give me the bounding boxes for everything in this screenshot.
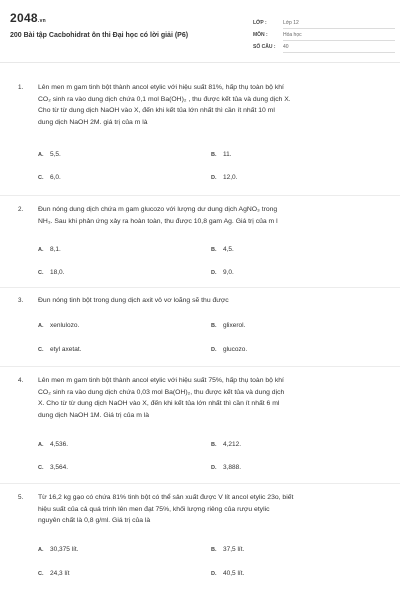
meta-count-value: 40 (283, 44, 395, 53)
stem-line: CO₂ sinh ra vào dung dịch chứa 0,03 mol Ba(OH)₂, thu được kết tủa và dung dịch (38, 388, 285, 396)
question-number: 4. (18, 377, 24, 384)
page-title: 200 Bài tập Cacbohidrat ôn thi Đại học có lời giải (P6) (10, 32, 189, 39)
option-c[interactable] (38, 464, 68, 471)
option-letter: D. (211, 347, 217, 353)
question-number: 2. (18, 206, 24, 213)
stem-line: Cho từ từ dung dịch NaOH vào X, đến khi kết tủa lớn nhất thì cần ít nhất 10 ml (38, 107, 275, 114)
option-letter: B. (211, 323, 217, 329)
option-letter: C. (38, 465, 44, 471)
option-b[interactable] (211, 246, 234, 253)
option-letter: D. (211, 175, 217, 181)
option-d[interactable] (211, 346, 247, 353)
option-letter: C. (38, 571, 44, 577)
option-text: 30,375 lít. (50, 546, 79, 553)
option-b[interactable] (211, 441, 241, 448)
option-letter: D. (211, 571, 217, 577)
stem-line: Đun nóng tinh bột trong dung dịch axit vô vơ loãng sẽ thu được (38, 297, 229, 304)
logo-text: 2048 (10, 11, 38, 25)
stem-line: dung dịch NaOH 1M. Giá trị của m là (38, 411, 150, 419)
option-text: 4,5. (223, 246, 234, 253)
option-text: 40,5 lít. (223, 570, 245, 577)
stem-line: dung dịch NaOH 2M. giá trị của m là (38, 118, 148, 126)
stem-line: Đun nóng dung dịch chứa m gam glucozo với lượng dư dung dịch AgNO₃ trong (38, 206, 278, 213)
option-a[interactable] (38, 546, 79, 553)
question-stem (38, 82, 378, 128)
option-c[interactable] (38, 269, 64, 276)
question-stem (38, 492, 378, 527)
question-stem (38, 295, 378, 307)
option-letter: B. (211, 247, 217, 253)
option-text: 12,0. (223, 174, 238, 181)
option-letter: A. (38, 442, 44, 448)
stem-line: X. Cho từ từ dung dịch NaOH vào X, đến khi kết tủa lớn nhất thì cần ít nhất 6 ml (38, 400, 280, 407)
option-letter: A. (38, 547, 44, 553)
option-d[interactable] (211, 570, 244, 577)
option-a[interactable] (38, 322, 79, 329)
option-text: xenlulozo. (50, 322, 80, 329)
option-b[interactable] (211, 546, 244, 553)
stem-line: nguyên chất là 0,8 g/ml. Giá trị của là (38, 517, 151, 524)
worksheet-header (0, 0, 400, 64)
stem-line: Lên men m gam tinh bột thành ancol etylic với hiệu suất 75%, hấp thụ toàn bộ khí (38, 377, 284, 384)
option-a[interactable] (38, 246, 61, 253)
option-text: 6,0. (50, 174, 61, 181)
option-text: 9,0. (223, 269, 234, 276)
meta-class-label: LỚP : (253, 20, 267, 26)
option-text: 24,3 lít (50, 570, 70, 577)
meta-subject-label: MÔN : (253, 32, 268, 38)
option-letter: C. (38, 270, 44, 276)
header-divider (0, 62, 400, 63)
option-text: 8,1. (50, 246, 61, 253)
option-text: 3,888. (223, 464, 242, 471)
option-letter: A. (38, 152, 44, 158)
stem-line: hiệu suất của cả quá trình lên men đạt 75%, khối lượng riêng của rượu etylic (38, 505, 270, 513)
question-number: 5. (18, 494, 24, 501)
question-divider (0, 366, 400, 367)
option-b[interactable] (211, 151, 232, 158)
option-text: glucozo. (223, 346, 248, 353)
option-text: 37,5 lít. (223, 546, 245, 553)
question-divider (0, 287, 400, 288)
option-d[interactable] (211, 174, 237, 181)
option-text: glixerol. (223, 322, 246, 329)
option-a[interactable] (38, 151, 61, 158)
option-text: 11. (223, 151, 232, 158)
option-letter: A. (38, 323, 44, 329)
question-stem (38, 204, 378, 227)
question-divider (0, 195, 400, 196)
option-text: 4,536. (50, 441, 69, 448)
stem-line: Từ 16,2 kg gạo có chứa 81% tinh bột có thể sản xuất được V lít ancol etylic 23o, biết (38, 494, 294, 501)
question-divider (0, 483, 400, 484)
option-letter: D. (211, 270, 217, 276)
option-text: 18,0. (50, 269, 65, 276)
option-text: 4,212. (223, 441, 242, 448)
option-c[interactable] (38, 174, 61, 181)
option-text: etyl axetat. (50, 346, 82, 353)
question-number: 3. (18, 297, 24, 304)
option-b[interactable] (211, 322, 245, 329)
question-number: 1. (18, 84, 24, 91)
stem-line: NH₃. Sau khi phản ứng xảy ra hoàn toàn, thu được 10,8 gam Ag. Giá trị của m l (38, 217, 278, 225)
option-a[interactable] (38, 441, 68, 448)
meta-count-label: SỐ CÂU : (253, 44, 276, 50)
stem-line: CO₂ sinh ra vào dung dịch chứa 0,1 mol Ba(OH)₂ , thu được kết tủa và dung dịch X. (38, 95, 291, 103)
question-stem (38, 375, 378, 421)
meta-subject-value: Hóa học (283, 32, 395, 41)
site-logo[interactable] (10, 11, 46, 25)
option-letter: A. (38, 247, 44, 253)
option-c[interactable] (38, 346, 81, 353)
option-letter: B. (211, 547, 217, 553)
option-d[interactable] (211, 269, 234, 276)
option-text: 5,5. (50, 151, 61, 158)
option-letter: C. (38, 175, 44, 181)
option-letter: C. (38, 347, 44, 353)
option-text: 3,564. (50, 464, 69, 471)
option-c[interactable] (38, 570, 70, 577)
stem-line: Lên men m gam tinh bột thành ancol etylic với hiệu suất 81%, hấp thụ toàn bộ khí (38, 84, 284, 91)
logo-tld: .vn (37, 18, 47, 24)
option-letter: B. (211, 442, 217, 448)
meta-class-value: Lớp 12 (283, 20, 395, 29)
option-d[interactable] (211, 464, 241, 471)
option-letter: D. (211, 465, 217, 471)
option-letter: B. (211, 152, 217, 158)
